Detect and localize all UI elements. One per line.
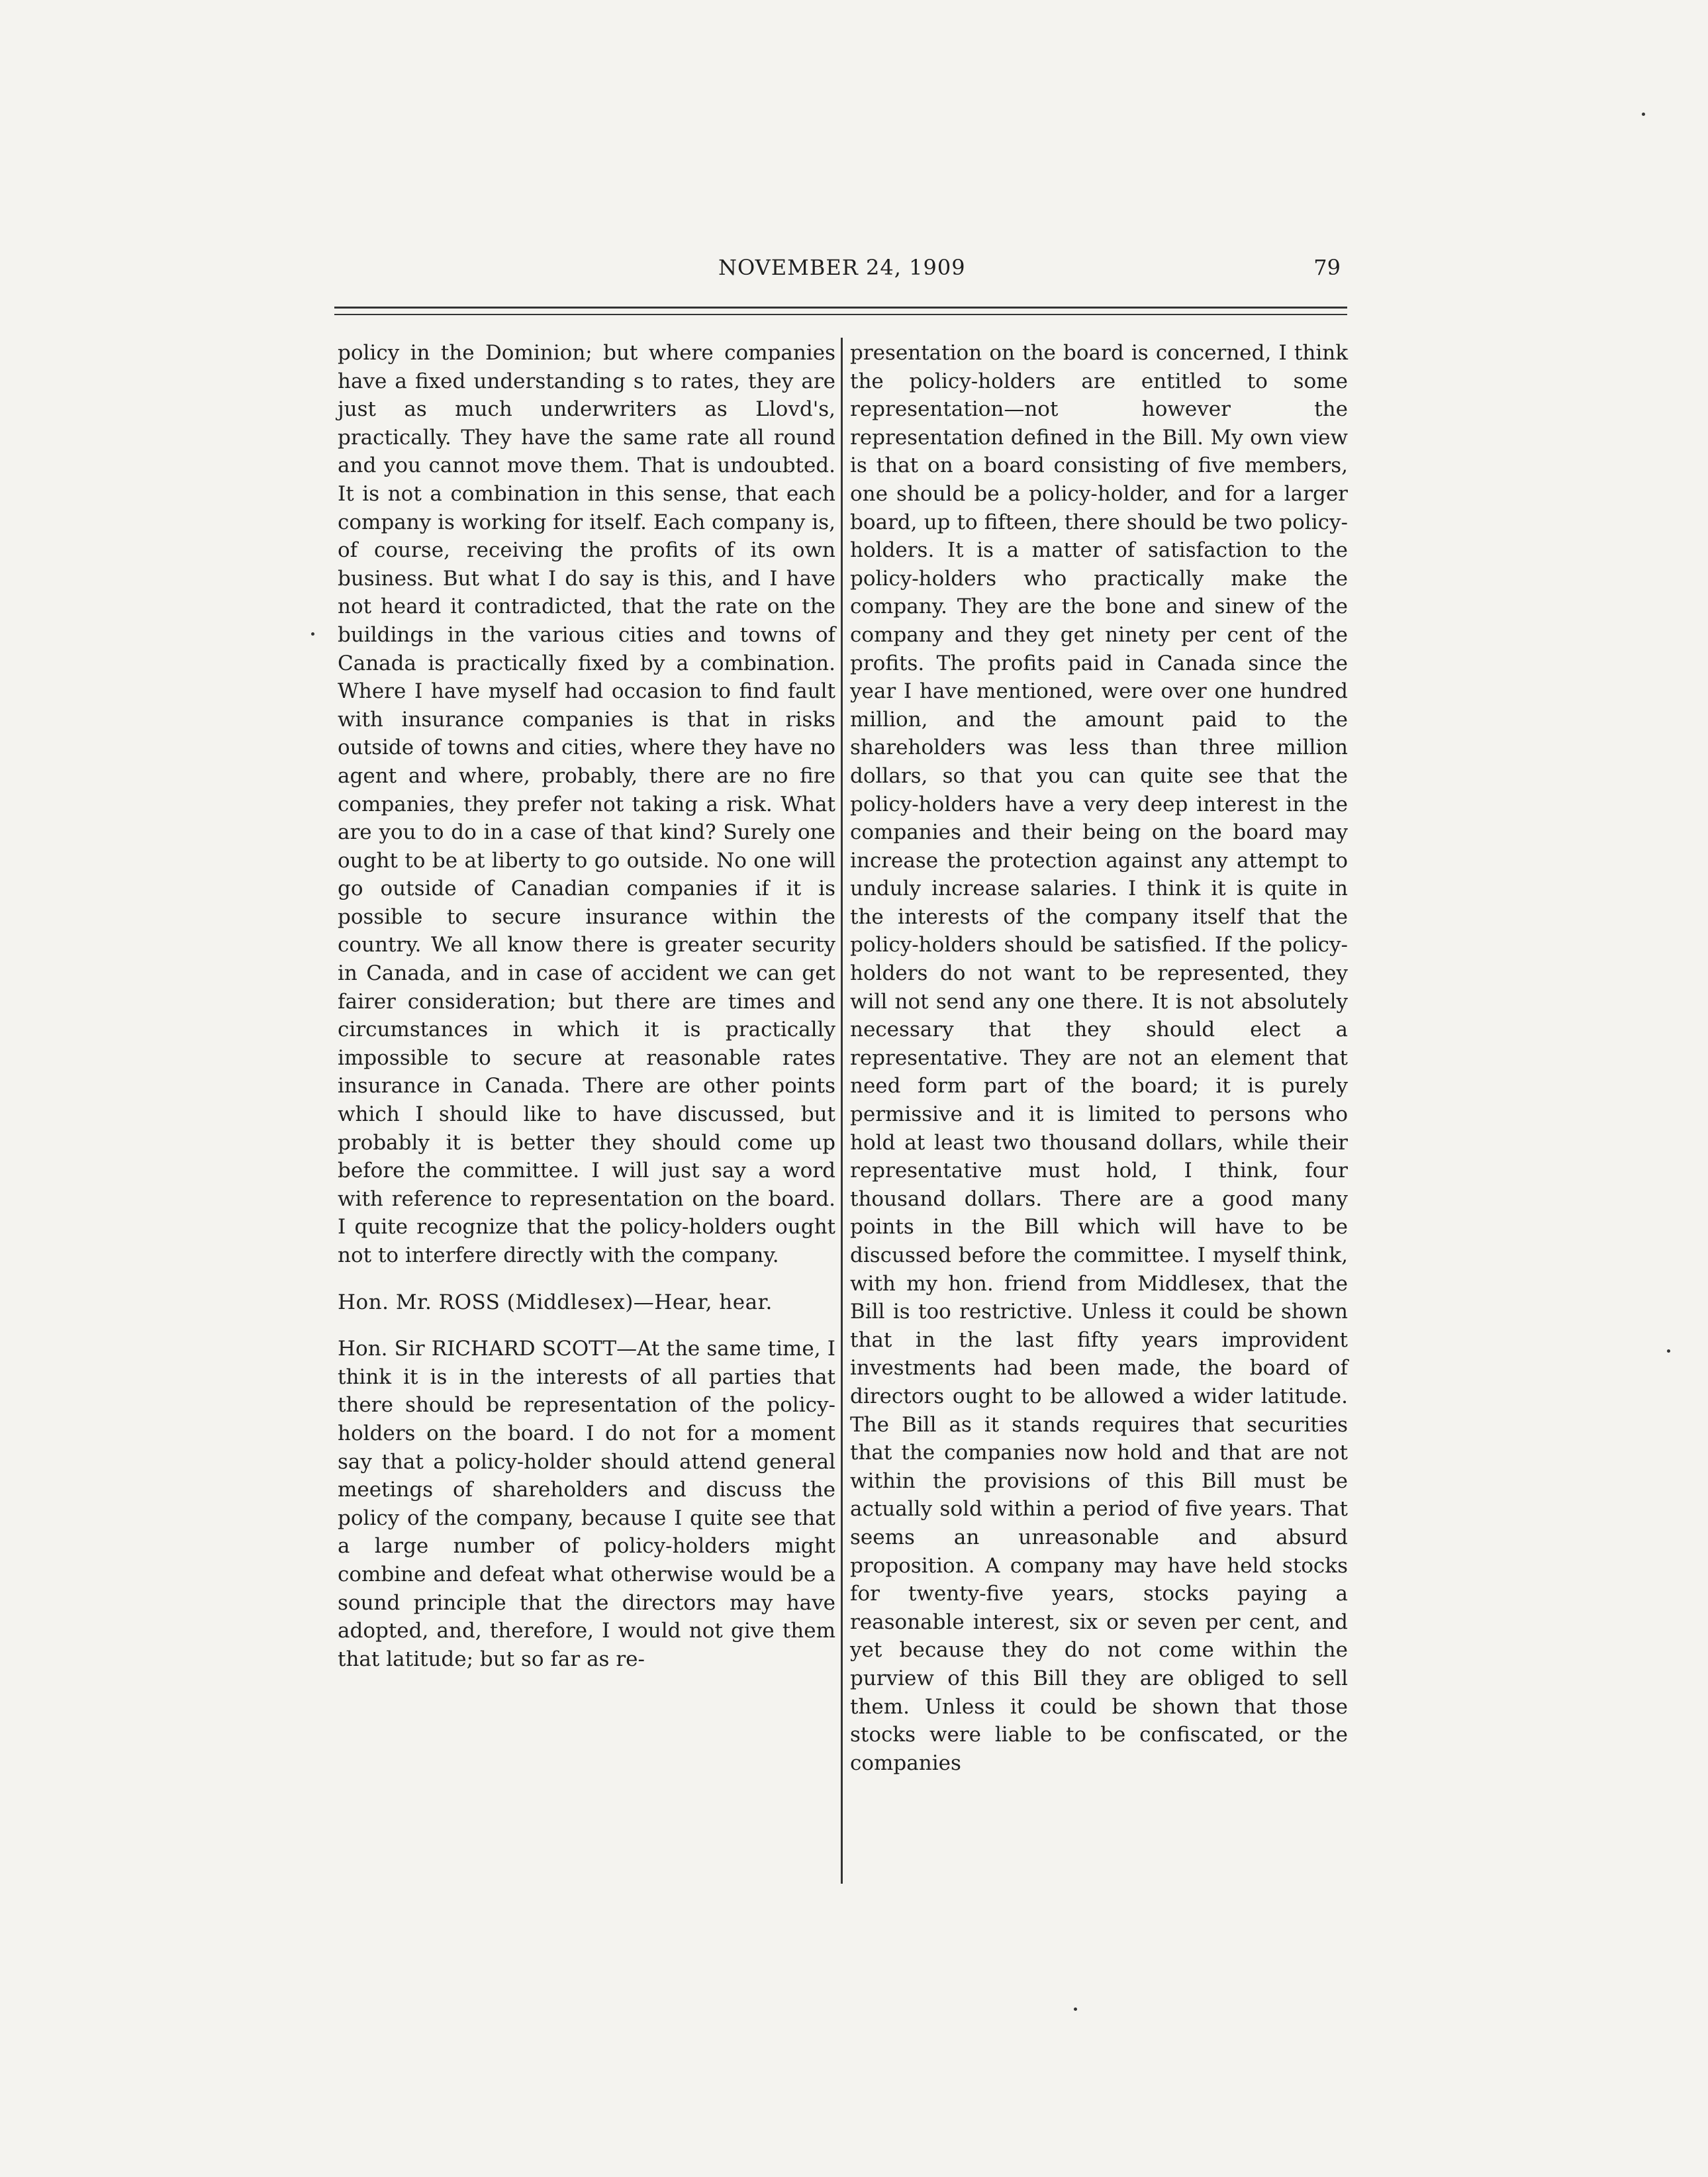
scan-speck (1074, 2008, 1077, 2011)
scan-speck (311, 632, 314, 636)
left-paragraph-1: policy in the Dominion; but where companies have a fixed understanding s to rates, they are just as much underwriters as Llovd's, practically. They have the same rate all round and you cannot move them. That is undoubted. It is not a combination in this sense, that each company is working for itself. Each company is, of course, receiving the profits of its own business. But what I do say is this, and I have not heard it contradicted, that the rate on the buildings in the various cities and towns of Canada is practically fixed by a combination. Where I have myself had occasion to find fault with insurance companies is that in risks outside of towns and cities, where they have no agent and where, probably, there are no fire companies, they prefer not taking a risk. What are you to do in a case of that kind? Surely one ought to be at liberty to go outside. No one will go outside of Canadian companies if it is possible to secure insurance within the country. We all know there is greater security in Canada, and in case of accident we can get fairer consideration; but there are times and circumstances in which it is practically impossible to secure at reasonable rates insurance in Canada. There are other points which I should like to have discussed, but probably it is better they should come up before the committee. I will just say a word with reference to representation on the board. I quite recognize that the policy-holders ought not to interfere directly with the company. (338, 341, 835, 1267)
right-paragraph-1: presentation on the board is concerned, I think the policy-holders are entitled to some representation—not however the representation defined in the Bill. My own view is that on a board consisting of five members, one should be a policy-holder, and for a larger board, up to fifteen, there should be two policy-holders. It is a matter of satisfaction to the policy-holders who practically make the company. They are the bone and sinew of the company and they get ninety per cent of the profits. The profits paid in Canada since the year I have mentioned, were over one hundred million, and the amount paid to the shareholders was less than three million dollars, so that you can quite see that the policy-holders have a very deep interest in the companies and their being on the board may increase the protection against any attempt to unduly increase salaries. I think it is quite in the interests of the company itself that the policy-holders should be satisfied. If the policy-holders do not want to be represented, they will not send any one there. It is not absolutely necessary that they should elect a representative. They are not an element that need form part of the board; it is purely permissive and it is limited to persons who hold at least two thousand dollars, while their representative must hold, I think, four thousand dollars. There are a good many points in the Bill which will have to be discussed before the committee. I myself think, with my hon. friend from Middlesex, that the Bill is too restrictive. Unless it could be shown that in the last fifty years improvident investments had been made, the board of directors ought to be allowed a wider latitude. The Bill as it stands requires that securities that the companies now hold and that are not within the provisions of this Bill must be actually sold within a period of five years. That seems an unreasonable and absurd proposition. A company may have held stocks for twenty-five years, stocks paying a reasonable interest, six or seven per cent, and yet because they do not come within the purview of this Bill they are obliged to sell them. Unless it could be shown that those stocks were liable to be confiscated, or the companies (850, 341, 1348, 1775)
left-paragraph-3-scott: Hon. Sir RICHARD SCOTT—At the same time, I think it is in the interests of all parties that there should be representation of the policy-holders on the board. I do not for a moment say that a policy-holder should attend general meetings of shareholders and discuss the policy of the company, because I quite see that a large number of policy-holders might combine and defeat what otherwise would be a sound principle that the directors may have adopted, and, therefore, I would not give them that latitude; but so far as re- (338, 1337, 835, 1671)
left-column (338, 339, 835, 1673)
left-paragraph-2-ross: Hon. Mr. ROSS (Middlesex)—Hear, hear. (338, 1290, 773, 1314)
scan-speck (1667, 1349, 1670, 1353)
header-rule-bottom (334, 314, 1347, 315)
scan-speck (1642, 113, 1645, 116)
right-column (850, 339, 1348, 1777)
page-date: NOVEMBER 24, 1909 (718, 255, 966, 280)
header-rule-top (334, 307, 1347, 309)
page-number: 79 (1313, 255, 1341, 280)
page-header (331, 255, 1341, 288)
column-divider (841, 338, 843, 1884)
